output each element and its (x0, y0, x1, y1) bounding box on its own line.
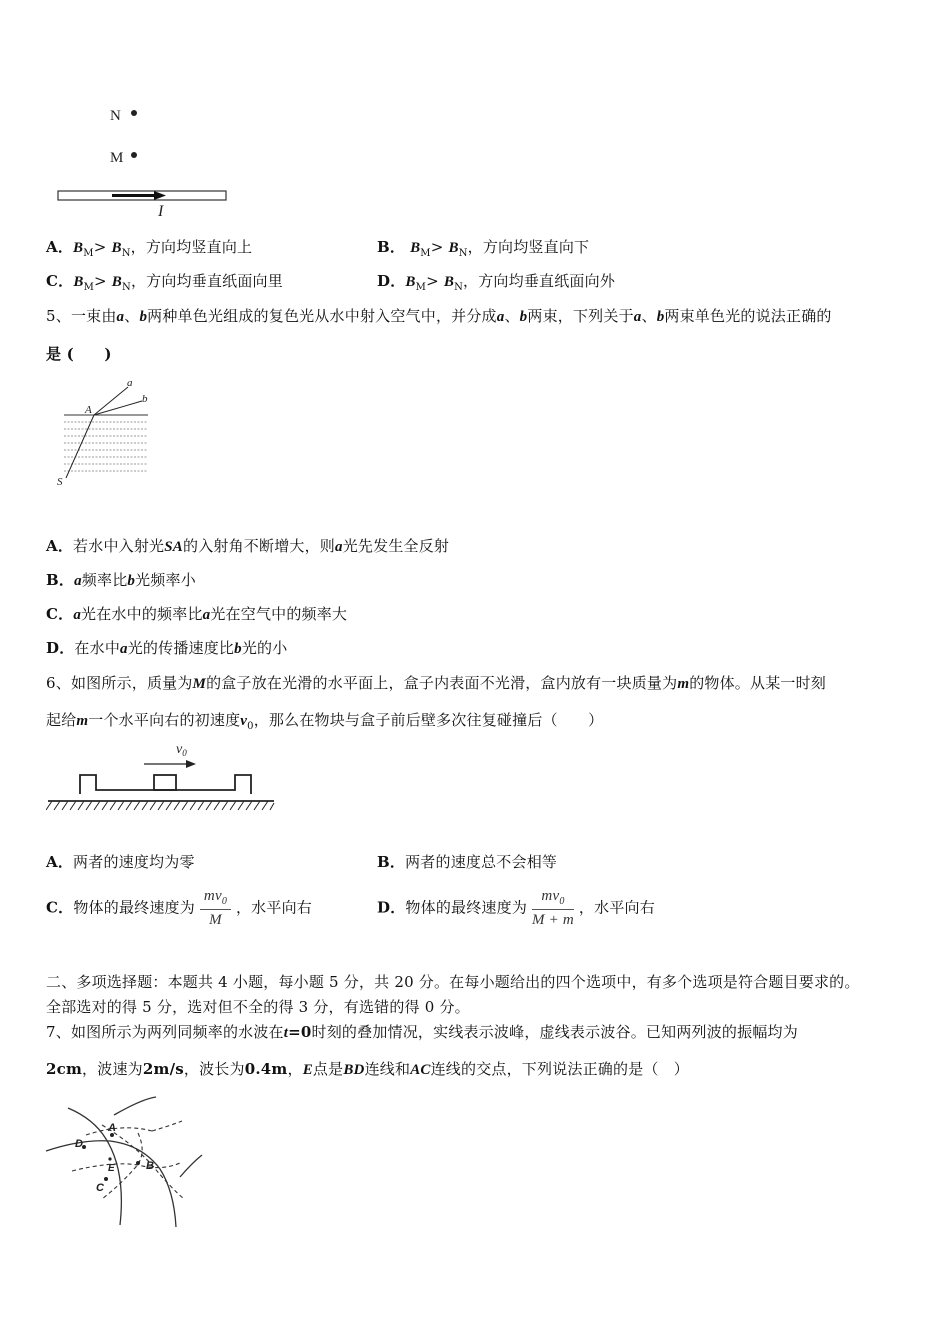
label-s: S (57, 476, 63, 488)
box-outline (80, 775, 251, 794)
point-m (131, 152, 137, 158)
section2-line2: 全部选对的得 5 分，选对但不全的得 3 分，有选错的得 0 分。 (46, 998, 470, 1016)
q6-option-d[interactable]: D．物体的最终速度为 $\frac{mv_0}{M + m}$ ，水平向右 (377, 888, 655, 928)
label-m: M (110, 150, 124, 166)
q6-stem-line1: 6、如图所示，质量为M的盒子放在光滑的水平面上，盒子内表面不光滑，盒内放有一块质量为m的物体。从某一时刻 (46, 674, 826, 692)
q4-option-b[interactable]: B． $B_M> B_N$，方向均竖直向下 (377, 238, 590, 259)
ray-b (94, 401, 142, 415)
q5-option-a[interactable]: A．若水中入射光SA的入射角不断增大，则a光先发生全反射 (46, 537, 450, 555)
section2-line1: 二、多项选择题：本题共 4 小题，每小题 5 分，共 20 分。在每小题给出的四个选项中，有多个选项是符合题目要求的。 (46, 973, 860, 991)
q5-option-b[interactable]: B．a频率比b光频率小 (46, 571, 196, 589)
fraction-mv0-over-m-plus-m: $\frac{mv_0}{M + m}$ (532, 888, 574, 928)
q5-stem-line2: 是 ( ) (46, 345, 112, 363)
point-e (108, 1157, 111, 1160)
point-c (104, 1177, 108, 1181)
label-ray-a: a (127, 377, 133, 389)
q6-stem-line2: 起给m一个水平向右的初速度$v_0$，那么在物块与盒子前后壁多次往复碰撞后（ ） (46, 711, 604, 732)
q7-stem-line1: 7、如图所示为两列同频率的水波在t=0时刻的叠加情况，实线表示波峰，虚线表示波谷。已知两列波的振幅均为 (46, 1023, 798, 1041)
label-v0: $v_0$ (176, 742, 187, 758)
q4-option-c[interactable]: C．$B_M> B_N$，方向均垂直纸面向里 (46, 272, 283, 293)
wave-crests (46, 1097, 202, 1227)
velocity-arrowhead (186, 760, 196, 768)
q5-figure (52, 375, 157, 490)
point-n (131, 110, 137, 116)
label-d: D (75, 1138, 83, 1150)
fraction-mv0-over-m: $\frac{mv_0}{M}$ (200, 888, 231, 929)
q6-option-b[interactable]: B．两者的速度总不会相等 (377, 853, 558, 871)
block (154, 775, 176, 790)
wave-troughs (72, 1121, 184, 1199)
water-hatching (64, 422, 148, 471)
ray-a (94, 387, 128, 415)
q4-figure (50, 95, 240, 225)
q5-option-d[interactable]: D．在水中a光的传播速度比b光的小 (46, 639, 288, 657)
q6-option-a[interactable]: A．两者的速度均为零 (46, 853, 195, 871)
q5-stem-line1: 5、一束由a、b两种单色光组成的复色光从水中射入空气中，并分成a、b两束，下列关于a、b两束单色光的说法正确的 (46, 307, 832, 325)
label-e: E (108, 1163, 115, 1174)
q6-figure (46, 738, 276, 818)
q6-option-c[interactable]: C．物体的最终速度为 $\frac{mv_0}{M}$ ，水平向右 (46, 888, 312, 928)
label-a-point: A (85, 404, 92, 416)
current-arrowhead (154, 191, 166, 200)
q7-stem-line2: 2cm，波速为2m/s，波长为0.4m，E点是BD连线和AC连线的交点，下列说法正确的是（ ） (46, 1060, 690, 1078)
q5-option-c[interactable]: C．a光在水中的频率比a光在空气中的频率大 (46, 605, 348, 623)
label-i: I (158, 203, 164, 220)
label-a: A (108, 1122, 116, 1134)
ground-hatching (46, 801, 274, 810)
label-n: N (110, 108, 121, 124)
point-b (136, 1161, 140, 1165)
q4-option-a[interactable]: A．$B_M> B_N$，方向均竖直向上 (46, 238, 253, 259)
q4-option-d[interactable]: D．$B_M> B_N$，方向均垂直纸面向外 (377, 272, 616, 293)
label-ray-b: b (142, 393, 148, 405)
label-b: B (146, 1160, 154, 1172)
incident-ray (66, 415, 94, 478)
label-c: C (96, 1182, 104, 1194)
q7-figure (42, 1095, 212, 1230)
